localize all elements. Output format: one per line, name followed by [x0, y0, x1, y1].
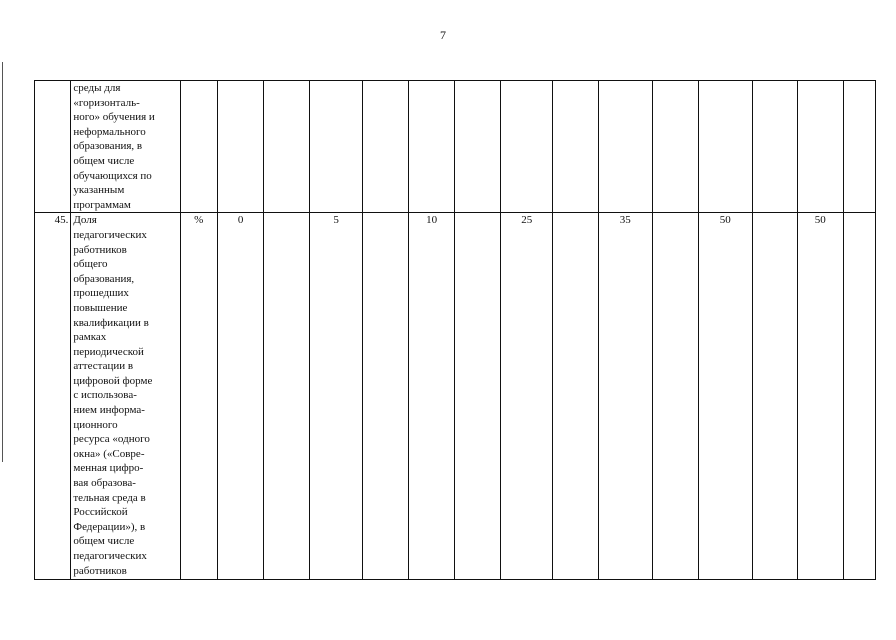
value-cell [652, 213, 698, 580]
value-cell: 5 [309, 213, 363, 580]
value-cell: 35 [598, 213, 652, 580]
value-cell [363, 213, 408, 580]
value-cell: 10 [408, 213, 454, 580]
value-cell: 50 [699, 213, 753, 580]
value-cell: 25 [500, 213, 553, 580]
value-cell [598, 81, 652, 213]
indicators-table [34, 80, 876, 580]
table-row-indicator-45 [35, 213, 876, 580]
value-cell [217, 81, 263, 213]
value-cell [843, 81, 875, 213]
indicator-name: Доля педагогических работников общего образования, прошедших повышение квалификации в рамках периодической аттестации в цифровой форме с использова- нием информа- ционного ресурса «одного окна» («Совре- менная цифро- вая образова- тельная среда в Российской Федерации»), в общем числе педагогических работников [71, 213, 180, 580]
indicator-name: среды для «горизонталь- ного» обучения и неформального образования, в общем числе обучающихся по указанным программам [71, 81, 180, 213]
value-cell [264, 213, 309, 580]
page-edge-line [2, 62, 3, 462]
value-cell: 0 [217, 213, 263, 580]
value-cell [553, 81, 598, 213]
value-cell [264, 81, 309, 213]
value-cell [408, 81, 454, 213]
value-cell [699, 81, 753, 213]
value-cell [309, 81, 363, 213]
row-number: 45. [35, 213, 71, 580]
value-cell [363, 81, 408, 213]
value-cell [455, 81, 500, 213]
row-number [35, 81, 71, 213]
value-cell [752, 81, 797, 213]
value-cell [500, 81, 553, 213]
value-cell [752, 213, 797, 580]
value-cell [798, 81, 843, 213]
unit-cell [180, 81, 217, 213]
page-number: 7 [440, 28, 446, 42]
value-cell [652, 81, 698, 213]
value-cell [455, 213, 500, 580]
table-row-continuation [35, 81, 876, 213]
unit-cell: % [180, 213, 217, 580]
value-cell [843, 213, 875, 580]
value-cell [553, 213, 598, 580]
value-cell: 50 [798, 213, 843, 580]
